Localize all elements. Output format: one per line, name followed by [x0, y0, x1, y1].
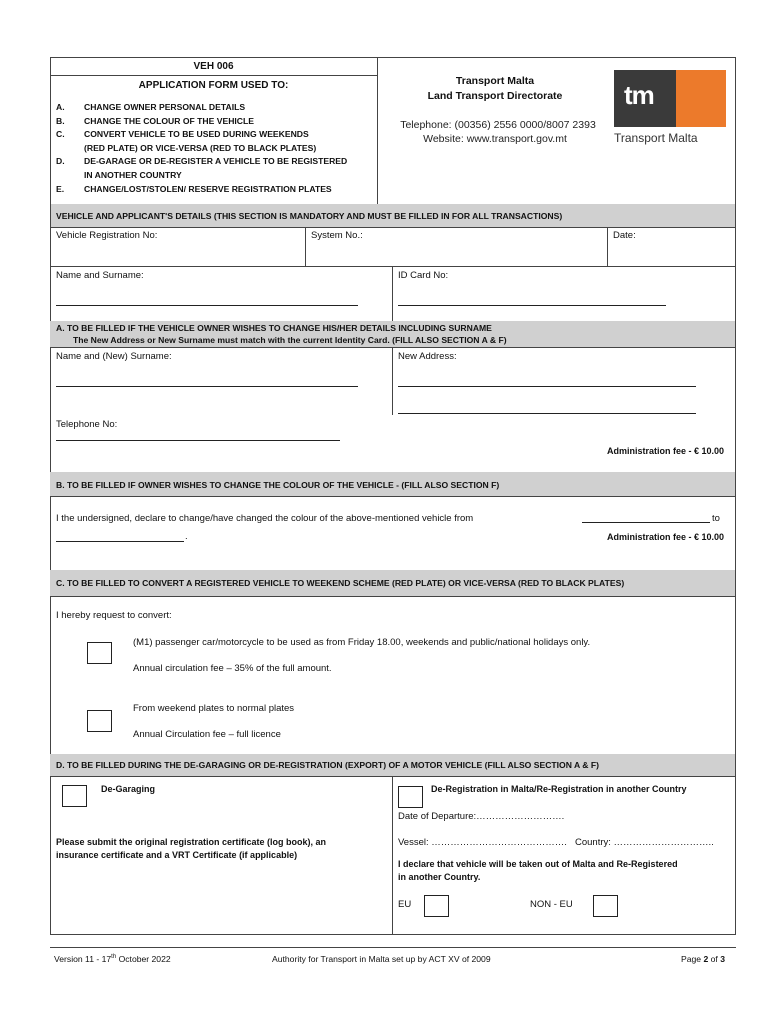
section-c-header — [50, 570, 735, 596]
submit-note-2: insurance certificate and a VRT Certificate (if applicable) — [56, 850, 298, 860]
purpose-letter: B. — [56, 115, 65, 126]
org-name: Transport Malta — [455, 75, 535, 87]
eu-label: EU — [398, 899, 412, 910]
section-a-fee: Administration fee - € 10.00 — [606, 446, 724, 456]
section-a-title: A. TO BE FILLED IF THE VEHICLE OWNER WISHES TO CHANGE HIS/HER DETAILS INCLUDING SURNAME — [56, 323, 492, 333]
date-label: Date: — [613, 230, 636, 241]
new-address-field-2[interactable] — [398, 413, 696, 414]
departure-label[interactable]: Date of Departure:………………………. — [398, 811, 565, 822]
purpose-letter: E. — [56, 184, 65, 194]
purpose-letter: C. — [56, 129, 65, 139]
normal-plate-checkbox[interactable] — [87, 710, 112, 732]
eu-checkbox[interactable] — [424, 895, 449, 917]
footer-version — [54, 954, 171, 964]
telephone-field[interactable] — [56, 440, 340, 441]
section-b-title: B. TO BE FILLED IF OWNER WISHES TO CHANGE THE COLOUR OF THE VEHICLE - (FILL ALSO SECTION F) — [56, 480, 500, 490]
section-a-header — [50, 321, 735, 347]
vehicle-reg-label: Vehicle Registration No: — [56, 230, 158, 241]
org-website: Website: www.transport.gov.mt — [423, 133, 567, 145]
non-eu-checkbox[interactable] — [593, 895, 618, 917]
purpose-text: CONVERT VEHICLE TO BE USED DURING WEEKENDS — [84, 129, 309, 139]
red-plate-checkbox[interactable] — [87, 642, 112, 664]
name-surname-label: Name and Surname: — [56, 270, 144, 281]
colour-from-field[interactable] — [582, 522, 710, 523]
new-name-label: Name and (New) Surname: — [56, 351, 172, 362]
colour-declaration: I the undersigned, declare to change/have changed the colour of the above-mentioned vehicle from — [56, 513, 474, 524]
purpose-text: IN ANOTHER COUNTRY — [84, 169, 182, 180]
footer-authority: Authority for Transport in Malta set up by ACT XV of 2009 — [272, 954, 491, 964]
degarage-label: De-Garaging — [101, 784, 156, 794]
purpose-text: CHANGE THE COLOUR OF THE VEHICLE — [84, 115, 254, 126]
country-label[interactable]: Country: ………………………….. — [575, 837, 714, 848]
degarage-checkbox[interactable] — [62, 785, 87, 807]
section-b-header — [50, 472, 735, 496]
colour-to-word: to — [712, 513, 720, 524]
system-no-label: System No.: — [311, 230, 363, 241]
page-prefix: Page — [681, 954, 704, 964]
submit-note-1: Please submit the original registration certificate (log book), an — [56, 837, 327, 847]
purpose-text: CHANGE/LOST/STOLEN/ RESERVE REGISTRATION PLATES — [84, 184, 332, 194]
logo-text: Transport Malta — [614, 131, 698, 145]
new-name-field[interactable] — [56, 386, 358, 387]
normal-plate-fee: Annual Circulation fee – full licence — [133, 729, 281, 740]
purpose-letter: A. — [56, 102, 65, 112]
form-code: VEH 006 — [193, 61, 234, 72]
convert-request: I hereby request to convert: — [56, 610, 172, 621]
page-of: of — [708, 954, 721, 964]
normal-plate-option: From weekend plates to normal plates — [133, 703, 295, 714]
dereg-label: De-Registration in Malta/Re-Registration in another Country — [431, 784, 687, 794]
org-dept: Land Transport Directorate — [427, 90, 563, 102]
red-plate-option: (M1) passenger car/motorcycle to be used as from Friday 18.00, weekends and public/national holidays only. — [133, 637, 591, 648]
logo-mark: tm — [624, 80, 654, 110]
colour-to-field[interactable] — [56, 541, 184, 542]
section-d-header — [50, 754, 735, 776]
page-total: 3 — [720, 954, 725, 964]
vessel-label[interactable]: Vessel: ……………………………………. — [398, 837, 567, 848]
id-card-field[interactable] — [398, 305, 666, 306]
id-card-label: ID Card No: — [398, 270, 449, 281]
non-eu-label: NON - EU — [530, 899, 573, 910]
vehicle-section-title: VEHICLE AND APPLICANT'S DETAILS (THIS SECTION IS MANDATORY AND MUST BE FILLED IN FOR ALL TRANSACTIONS) — [56, 211, 563, 221]
version-text: Version 11 - 17 — [54, 954, 112, 964]
declare-line-1: I declare that vehicle will be taken out of Malta and Re-Registered — [398, 859, 678, 869]
purpose-letter: D. — [56, 156, 65, 166]
purpose-text: (RED PLATE) OR VICE-VERSA (RED TO BLACK PLATES) — [84, 142, 317, 153]
version-sup: th — [111, 954, 117, 961]
red-plate-fee: Annual circulation fee – 35% of the full amount. — [133, 663, 332, 674]
section-d-title: D. TO BE FILLED DURING THE DE-GARAGING OR DE-REGISTRATION (EXPORT) OF A MOTOR VEHICLE (FILL ALSO SECTION A & F) — [56, 760, 599, 770]
dereg-checkbox[interactable] — [398, 786, 423, 808]
org-telephone: Telephone: (00356) 2556 0000/8007 2393 — [400, 119, 596, 131]
colour-period: . — [185, 531, 188, 542]
form-purpose: APPLICATION FORM USED TO: — [138, 80, 289, 91]
transport-malta-logo — [614, 70, 726, 127]
purpose-text: CHANGE OWNER PERSONAL DETAILS — [84, 102, 246, 112]
purpose-text: DE-GARAGE OR DE-REGISTER A VEHICLE TO BE REGISTERED — [84, 156, 348, 166]
purpose-list — [56, 101, 347, 197]
logo-orange-panel — [676, 70, 726, 127]
new-address-label: New Address: — [398, 351, 457, 362]
version-date: October 2022 — [116, 954, 171, 964]
vehicle-section-header — [50, 204, 735, 227]
section-b-fee: Administration fee - € 10.00 — [606, 532, 724, 542]
section-c-title: C. TO BE FILLED TO CONVERT A REGISTERED VEHICLE TO WEEKEND SCHEME (RED PLATE) OR VICE-VERSA (RED TO BLACK PLATES) — [56, 578, 625, 588]
page-current: 2 — [703, 954, 709, 964]
section-a-subtitle: The New Address or New Surname must match with the current Identity Card. (FILL ALSO SECTION A & F) — [73, 334, 507, 345]
telephone-label: Telephone No: — [56, 419, 118, 430]
declare-line-2: in another Country. — [398, 872, 481, 882]
footer-page-number — [640, 954, 725, 964]
name-surname-field[interactable] — [56, 305, 358, 306]
new-address-field-1[interactable] — [398, 386, 696, 387]
